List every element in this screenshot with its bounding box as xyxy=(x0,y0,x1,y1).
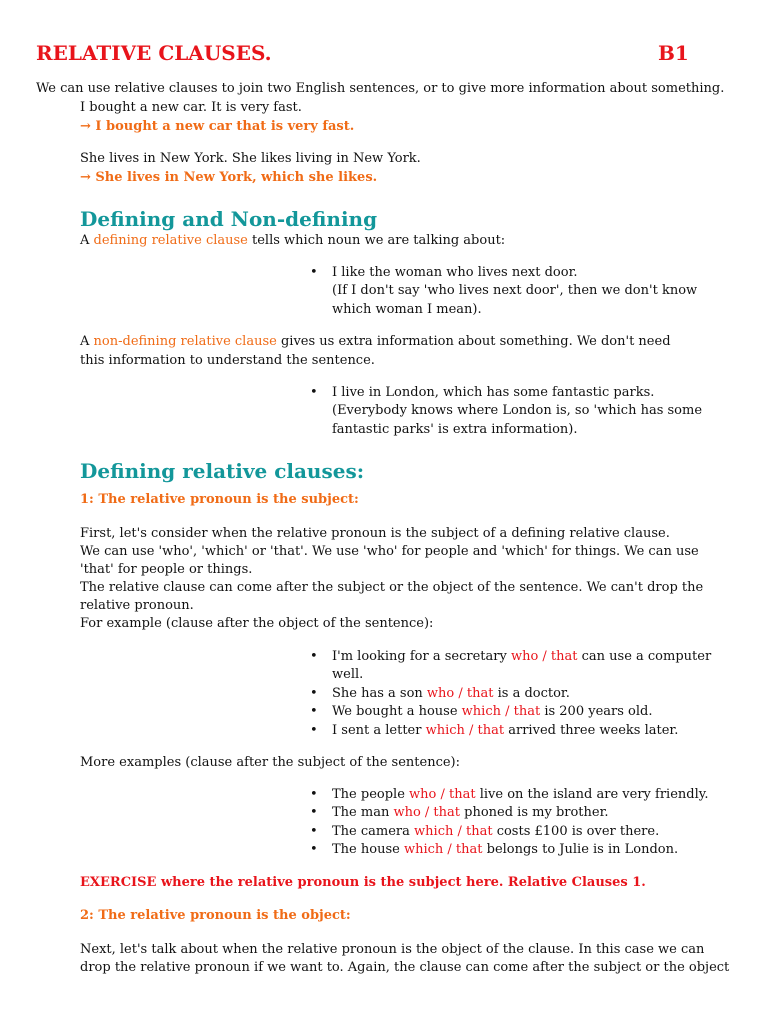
example-1-result: → I bought a new car that is very fast. xyxy=(80,119,355,134)
relative-pronoun: who / that xyxy=(409,787,476,802)
list-item xyxy=(310,841,709,859)
paragraph-line: For example (clause after the object of the sentence): xyxy=(80,616,434,631)
text: I like the woman who lives next door. xyxy=(332,265,578,280)
bullet-icon: • xyxy=(310,805,318,821)
heading-defining-relative-clauses: Defining relative clauses: xyxy=(80,459,365,483)
list-item xyxy=(310,786,709,804)
text: arrived three weeks later. xyxy=(504,722,679,738)
text: costs £100 is over there. xyxy=(492,823,660,839)
text: The camera xyxy=(332,823,415,839)
non-defining-term: non-defining relative clause xyxy=(93,334,277,349)
list-item xyxy=(310,703,711,721)
object-example-list xyxy=(310,648,712,740)
bullet-icon: • xyxy=(310,823,318,839)
paragraph-line: drop the relative pronoun if we want to. Again, the clause can come after the subject or the object xyxy=(80,960,730,975)
text: (If I don't say 'who lives next door', then we don't know xyxy=(332,283,698,299)
relative-pronoun: which / that xyxy=(425,722,505,738)
defining-definition xyxy=(80,232,505,250)
text: A xyxy=(80,334,94,349)
bullet-icon: • xyxy=(310,787,318,802)
text: which woman I mean). xyxy=(332,301,482,317)
bullet-icon: • xyxy=(310,704,318,720)
paragraph-line: 'that' for people or things. xyxy=(80,562,253,577)
text: fantastic parks' is extra information). xyxy=(332,421,578,437)
list-item-continuation xyxy=(332,421,702,439)
paragraph-line: The relative clause can come after the subject or the object of the sentence. We can't drop the xyxy=(80,580,704,595)
text: We bought a house xyxy=(332,704,462,720)
relative-pronoun: who / that xyxy=(393,805,460,821)
text: I sent a letter xyxy=(332,722,426,738)
text: tells which noun we are talking about: xyxy=(247,233,506,248)
intro-text: We can use relative clauses to join two English sentences, or to give more information about something. xyxy=(36,81,725,96)
text: belongs to Julie is in London. xyxy=(482,842,679,858)
list-item xyxy=(310,804,709,822)
example-2-result: → She lives in New York, which she likes. xyxy=(80,170,378,185)
non-defining-definition xyxy=(80,333,671,351)
title-row xyxy=(36,40,696,66)
text: I live in London, which has some fantastic parks. xyxy=(332,385,655,400)
relative-pronoun: which / that xyxy=(414,823,493,839)
example-1-line: I bought a new car. It is very fast. xyxy=(80,100,302,115)
text: well. xyxy=(332,667,364,683)
text: phoned is my brother. xyxy=(460,805,609,821)
paragraph-line: Next, let's talk about when the relative pronoun is the object of the clause. In this case we can xyxy=(80,942,705,957)
text: The man xyxy=(332,805,394,821)
text: The house xyxy=(332,842,404,858)
list-item-continuation xyxy=(332,666,711,684)
example-2-line: She lives in New York. She likes living in New York. xyxy=(80,151,421,166)
level-badge: B1 xyxy=(658,41,689,65)
relative-pronoun: who / that xyxy=(426,685,494,701)
text: She has a son xyxy=(332,685,427,701)
non-defining-definition-cont: this information to understand the sentence. xyxy=(80,353,375,368)
text: can use a computer xyxy=(577,649,712,664)
text: gives us extra information about something. We don't need xyxy=(276,334,671,349)
subheading-pronoun-subject: 1: The relative pronoun is the subject: xyxy=(80,492,359,507)
list-item xyxy=(310,823,709,841)
list-item xyxy=(310,685,711,703)
heading-defining-non-defining: Defining and Non-defining xyxy=(80,207,378,231)
bullet-icon: • xyxy=(310,385,318,400)
bullet-icon: • xyxy=(310,842,318,858)
relative-pronoun: which / that xyxy=(461,704,541,720)
subheading-pronoun-object: 2: The relative pronoun is the object: xyxy=(80,908,351,923)
exercise-link[interactable]: EXERCISE where the relative pronoun is the subject here. Relative Clauses 1. xyxy=(80,875,646,890)
text: I'm looking for a secretary xyxy=(332,649,511,664)
text: The people xyxy=(332,787,410,802)
bullet-icon: • xyxy=(310,685,318,701)
text: A xyxy=(80,233,94,248)
list-item-continuation xyxy=(332,402,702,420)
subject-example-list xyxy=(310,786,709,860)
defining-term: defining relative clause xyxy=(93,233,248,248)
paragraph-line: First, let's consider when the relative pronoun is the subject of a defining relative clause. xyxy=(80,526,670,541)
more-examples-text: More examples (clause after the subject of the sentence): xyxy=(80,755,461,770)
paragraph-line: We can use 'who', 'which' or 'that'. We use 'who' for people and 'which' for things. We can use xyxy=(80,544,699,559)
bullet-icon: • xyxy=(310,722,318,738)
bullet-icon: • xyxy=(310,649,318,664)
text: is a doctor. xyxy=(493,685,570,701)
page-title: RELATIVE CLAUSES. xyxy=(36,41,272,65)
relative-pronoun: which / that xyxy=(403,842,483,858)
non-defining-example-list xyxy=(310,384,703,439)
text: live on the island are very friendly. xyxy=(475,787,709,802)
list-item xyxy=(310,648,712,666)
list-item-continuation xyxy=(332,282,697,300)
list-item xyxy=(310,264,697,282)
text: (Everybody knows where London is, so 'which has some xyxy=(332,403,703,419)
bullet-icon: • xyxy=(310,265,318,280)
list-item xyxy=(310,384,702,402)
list-item-continuation xyxy=(332,301,697,319)
relative-pronoun: who / that xyxy=(510,649,578,664)
defining-example-list xyxy=(310,264,698,319)
paragraph-line: relative pronoun. xyxy=(80,598,194,613)
text: is 200 years old. xyxy=(540,704,653,720)
list-item xyxy=(310,722,711,740)
